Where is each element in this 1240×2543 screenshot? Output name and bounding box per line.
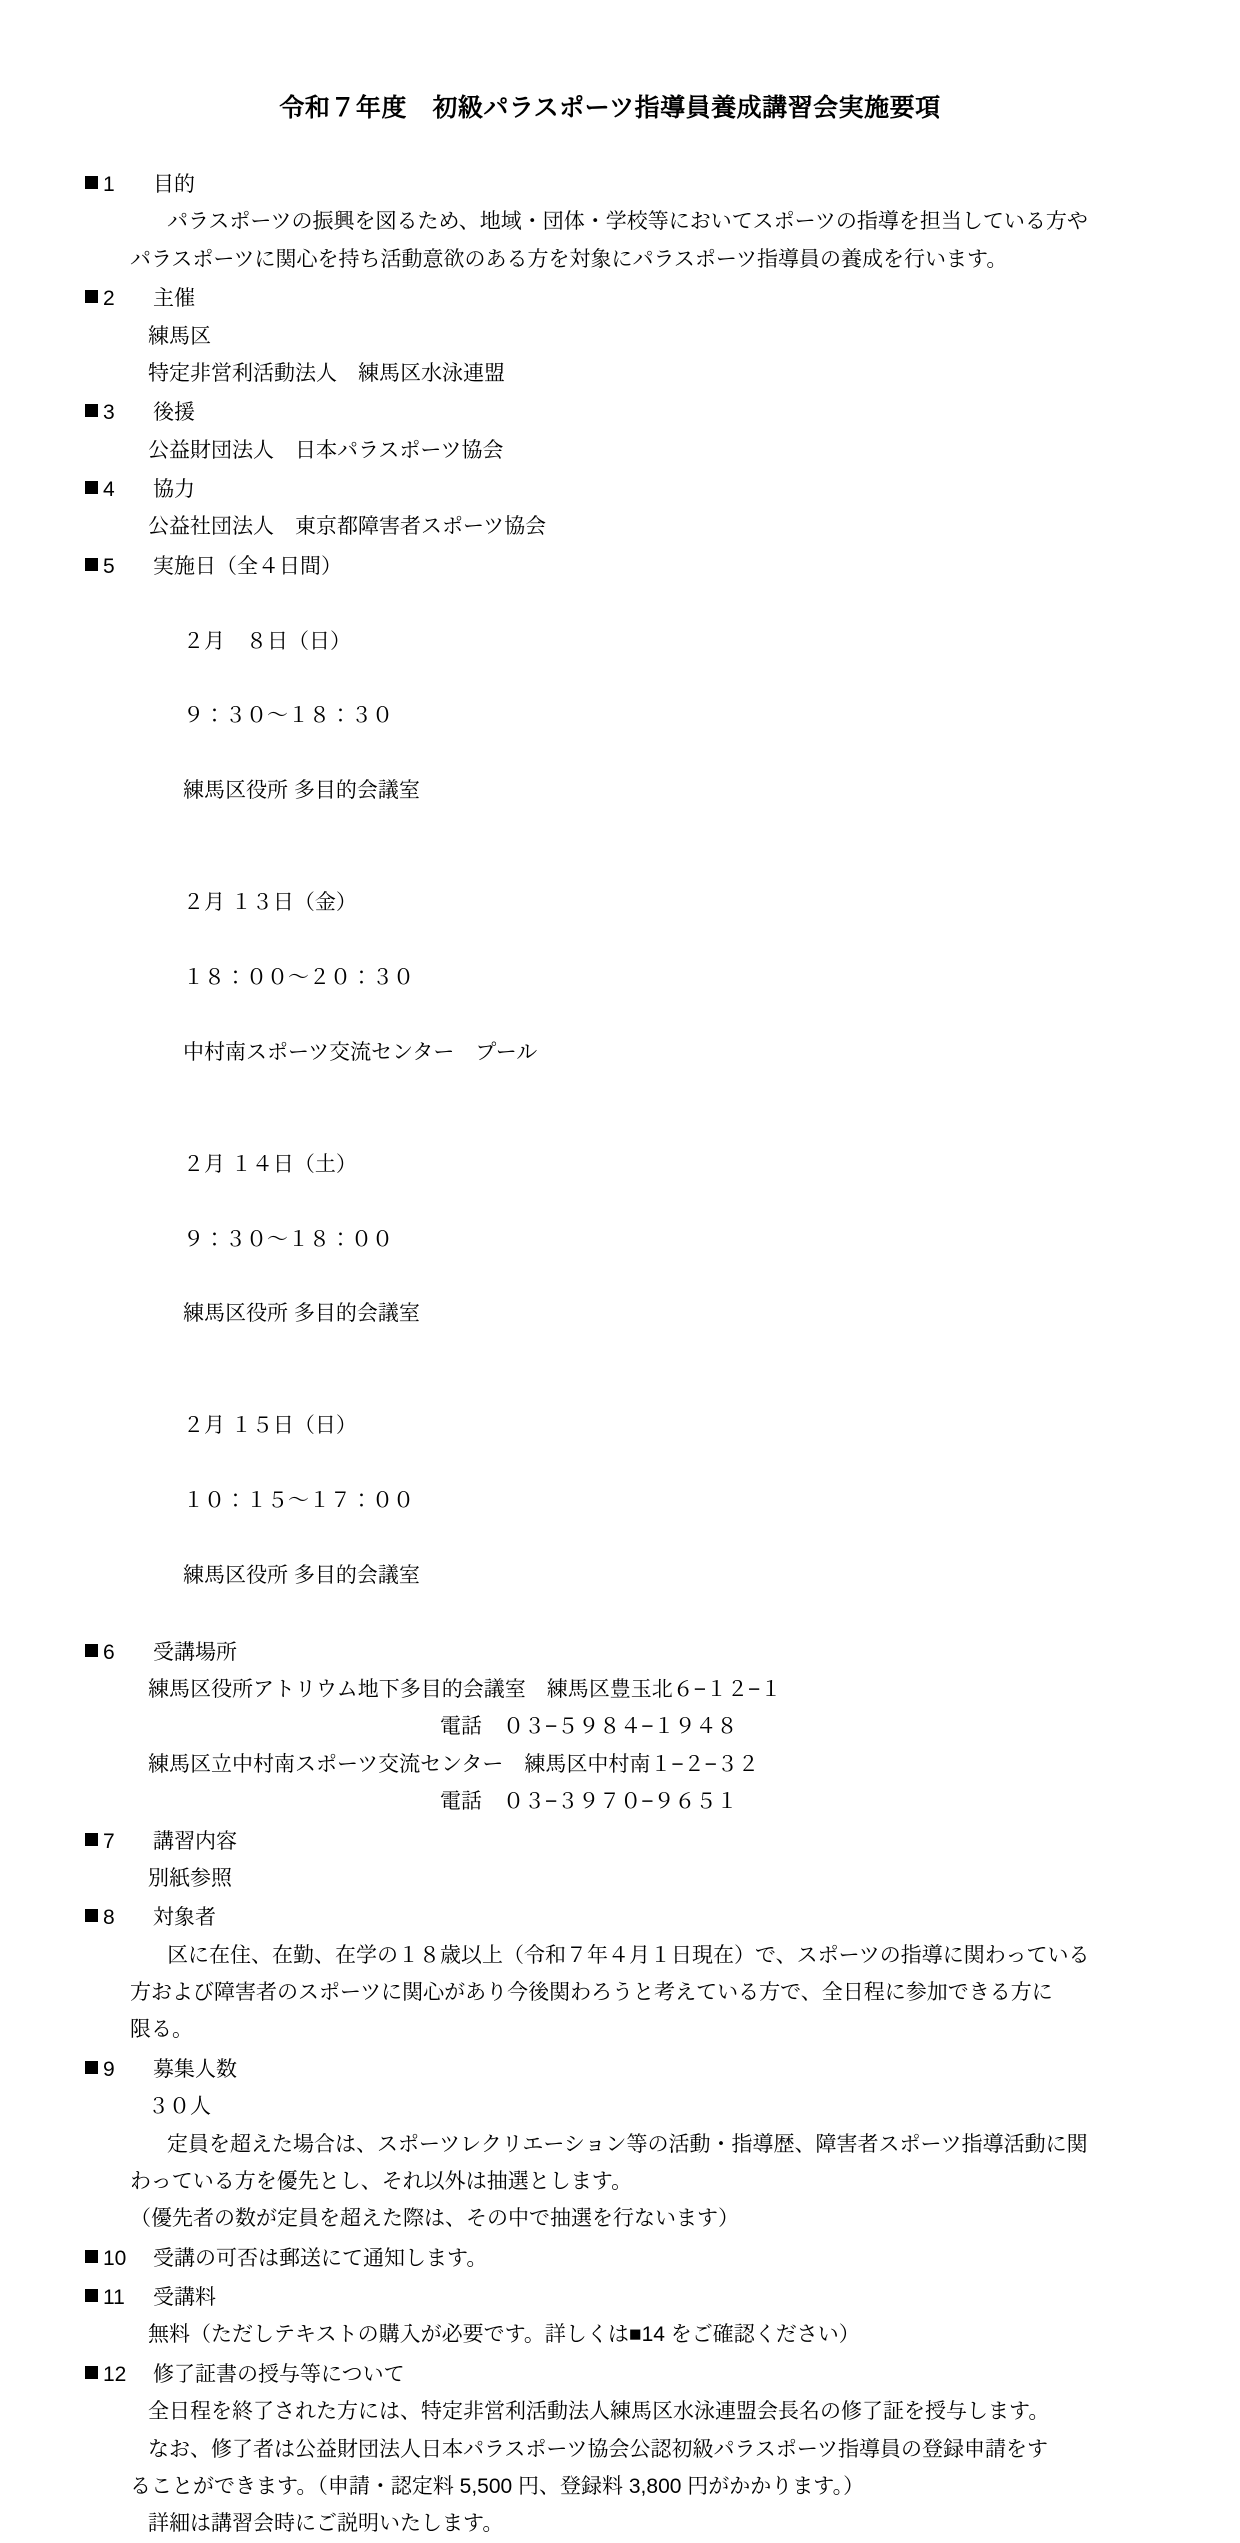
section-8-line-3: 限る。 xyxy=(130,2018,193,2042)
section-1-title: 目的 xyxy=(153,173,195,196)
section-8-heading xyxy=(85,1899,1135,1936)
schedule-row xyxy=(148,585,1135,847)
schedule-row xyxy=(148,847,1135,1109)
schedule-date: ２月 ８日（日） xyxy=(183,629,352,653)
section-12 xyxy=(85,2356,1135,2543)
section-12-line-1: 全日程を終了された方には、特定非営利活動法人練馬区水泳連盟会長名の修了証を授与します。 xyxy=(148,2400,1050,2424)
section-6-line-1: 練馬区役所アトリウム地下多目的会議室 練馬区豊玉北６−１２−１ xyxy=(148,1678,782,1701)
section-1-heading xyxy=(85,166,1135,203)
section-12-line-3: ることができます。（申請・認定料 5,500 円、登録料 3,800 円がかかります。） xyxy=(130,2474,865,2498)
section-4-heading xyxy=(85,471,1135,508)
schedule-time: １０：１５〜１７：００ xyxy=(183,1489,415,1513)
section-10-title: 受講の可否は郵送にて通知します。 xyxy=(153,2246,488,2270)
bullet-square-icon xyxy=(85,1644,98,1657)
section-6 xyxy=(85,1634,1135,1821)
bullet-square-icon xyxy=(85,2289,98,2302)
bullet-square-icon xyxy=(85,176,98,189)
schedule-spacer xyxy=(183,742,225,765)
section-9-title: 募集人数 xyxy=(153,2057,237,2081)
section-6-title: 受講場所 xyxy=(153,1640,237,1664)
section-7 xyxy=(85,1823,1135,1898)
bullet-square-icon xyxy=(85,2061,98,2074)
bullet-square-icon xyxy=(85,1909,98,1922)
section-7-title: 講習内容 xyxy=(153,1829,237,1853)
section-1-number: 1 xyxy=(103,173,115,196)
section-3-heading xyxy=(85,394,1135,431)
section-9-capacity: ３０人 xyxy=(148,2095,211,2119)
section-10-number: 10 xyxy=(103,2246,127,2270)
section-12-heading xyxy=(85,2356,1135,2393)
section-1-line-1: パラスポーツの振興を図るため、地域・団体・学校等においてスポーツの指導を担当している方や xyxy=(167,210,1088,234)
schedule-date: ２月 １４日（土） xyxy=(183,1152,357,1176)
section-9-number: 9 xyxy=(103,2057,115,2081)
schedule-spacer xyxy=(183,1190,246,1213)
page-title: 令和７年度 初級パラスポーツ指導員養成講習会実施要項 xyxy=(279,94,941,122)
section-9-line-4: （優先者の数が定員を超えた際は、その中で抽選を行ないます） xyxy=(130,2207,739,2231)
section-5-title: 実施日（全４日間） xyxy=(153,554,342,578)
schedule-spacer xyxy=(183,667,246,690)
section-4-line-1: 公益社団法人 東京都障害者スポーツ協会 xyxy=(148,515,547,539)
schedule-place: 練馬区役所 多目的会議室 xyxy=(183,1563,420,1587)
section-11-line-1: 無料（ただしテキストの購入が必要です。詳しくは■14 をご確認ください） xyxy=(148,2323,860,2347)
section-1 xyxy=(85,166,1135,278)
section-3-line-1: 公益財団法人 日本パラスポーツ協会 xyxy=(148,438,504,462)
section-3-title: 後援 xyxy=(153,401,195,425)
section-7-heading xyxy=(85,1823,1135,1860)
bullet-square-icon xyxy=(85,1833,98,1846)
section-8-number: 8 xyxy=(103,1906,115,1930)
section-9-line-2: 定員を超えた場合は、スポーツレクリエーション等の活動・指導歴、障害者スポーツ指導活動に関 xyxy=(167,2132,1088,2156)
bullet-square-icon xyxy=(85,2366,98,2379)
section-11-title: 受講料 xyxy=(153,2286,216,2309)
section-1-line-2: パラスポーツに関心を持ち活動意欲のある方を対象にパラスポーツ指導員の養成を行います。 xyxy=(130,247,1008,271)
schedule-time: ９：３０〜１８：３０ xyxy=(183,704,394,728)
section-7-number: 7 xyxy=(103,1829,115,1853)
section-8 xyxy=(85,1899,1135,2049)
bullet-square-icon xyxy=(85,2250,98,2263)
schedule-spacer xyxy=(183,1527,225,1550)
schedule-place: 練馬区役所 多目的会議室 xyxy=(183,1302,420,1326)
schedule-time: ９：３０〜１８：００ xyxy=(183,1227,394,1251)
section-8-line-1: 区に在住、在勤、在学の１８歳以上（令和７年４月１日現在）で、スポーツの指導に関わっている xyxy=(167,1943,1090,1967)
bullet-square-icon xyxy=(85,558,98,571)
section-2-number: 2 xyxy=(103,287,115,311)
section-12-number: 12 xyxy=(103,2362,127,2386)
section-2-title: 主催 xyxy=(153,287,195,311)
section-6-number: 6 xyxy=(103,1640,115,1664)
schedule-date: ２月 １３日（金） xyxy=(183,891,357,915)
section-2-line-1: 練馬区 xyxy=(148,324,211,348)
section-3 xyxy=(85,394,1135,469)
section-12-line-4: 詳細は講習会時にご説明いたします。 xyxy=(148,2512,504,2536)
section-11-heading xyxy=(85,2279,1135,2316)
schedule-spacer xyxy=(183,1003,225,1026)
schedule-place: 練馬区役所 多目的会議室 xyxy=(183,779,420,802)
section-4-title: 協力 xyxy=(153,478,195,501)
section-6-line-2: 練馬区立中村南スポーツ交流センター 練馬区中村南１−２−３２ xyxy=(148,1752,759,1776)
section-10 xyxy=(85,2240,1135,2277)
section-6-phone-2: 電話 ０３−３９７０−９６５１ xyxy=(440,1790,738,1814)
section-5-number: 5 xyxy=(103,554,115,578)
schedule-spacer xyxy=(183,1265,225,1288)
schedule-date: ２月 １５日（日） xyxy=(183,1414,357,1438)
section-2-line-2: 特定非営利活動法人 練馬区水泳連盟 xyxy=(148,361,505,385)
bullet-square-icon xyxy=(85,481,98,494)
schedule-spacer xyxy=(183,929,225,952)
section-9 xyxy=(85,2051,1135,2238)
section-11-number: 11 xyxy=(103,2286,125,2309)
section-2 xyxy=(85,280,1135,392)
section-9-line-3: わっている方を優先とし、それ以外は抽選とします。 xyxy=(130,2169,633,2193)
section-8-line-2: 方および障害者のスポーツに関心があり今後関わろうと考えている方で、全日程に参加できる方に xyxy=(130,1981,1053,2004)
section-4 xyxy=(85,471,1135,546)
section-9-heading xyxy=(85,2051,1135,2088)
section-12-line-2: なお、修了者は公益財団法人日本パラスポーツ協会公認初級パラスポーツ指導員の登録申請をす xyxy=(148,2437,1049,2461)
section-8-title: 対象者 xyxy=(153,1906,216,1930)
section-10-heading xyxy=(85,2240,1135,2277)
bullet-square-icon xyxy=(85,290,98,303)
section-5-heading xyxy=(85,548,1135,585)
section-6-phone-1: 電話 ０３−５９８４−１９４８ xyxy=(440,1715,738,1739)
section-4-number: 4 xyxy=(103,478,115,501)
section-12-title: 修了証書の授与等について xyxy=(153,2362,405,2386)
section-5 xyxy=(85,548,1135,1632)
schedule-place: 中村南スポーツ交流センター プール xyxy=(183,1040,538,1064)
schedule-spacer xyxy=(183,1452,225,1475)
section-2-heading xyxy=(85,280,1135,317)
schedule-row xyxy=(148,1108,1135,1370)
section-3-number: 3 xyxy=(103,401,115,425)
bullet-square-icon xyxy=(85,404,98,417)
section-6-heading xyxy=(85,1634,1135,1671)
schedule-time: １８：００〜２０：３０ xyxy=(183,965,415,989)
section-11 xyxy=(85,2279,1135,2354)
section-7-line-1: 別紙参照 xyxy=(148,1866,232,1890)
schedule-row xyxy=(148,1370,1135,1632)
